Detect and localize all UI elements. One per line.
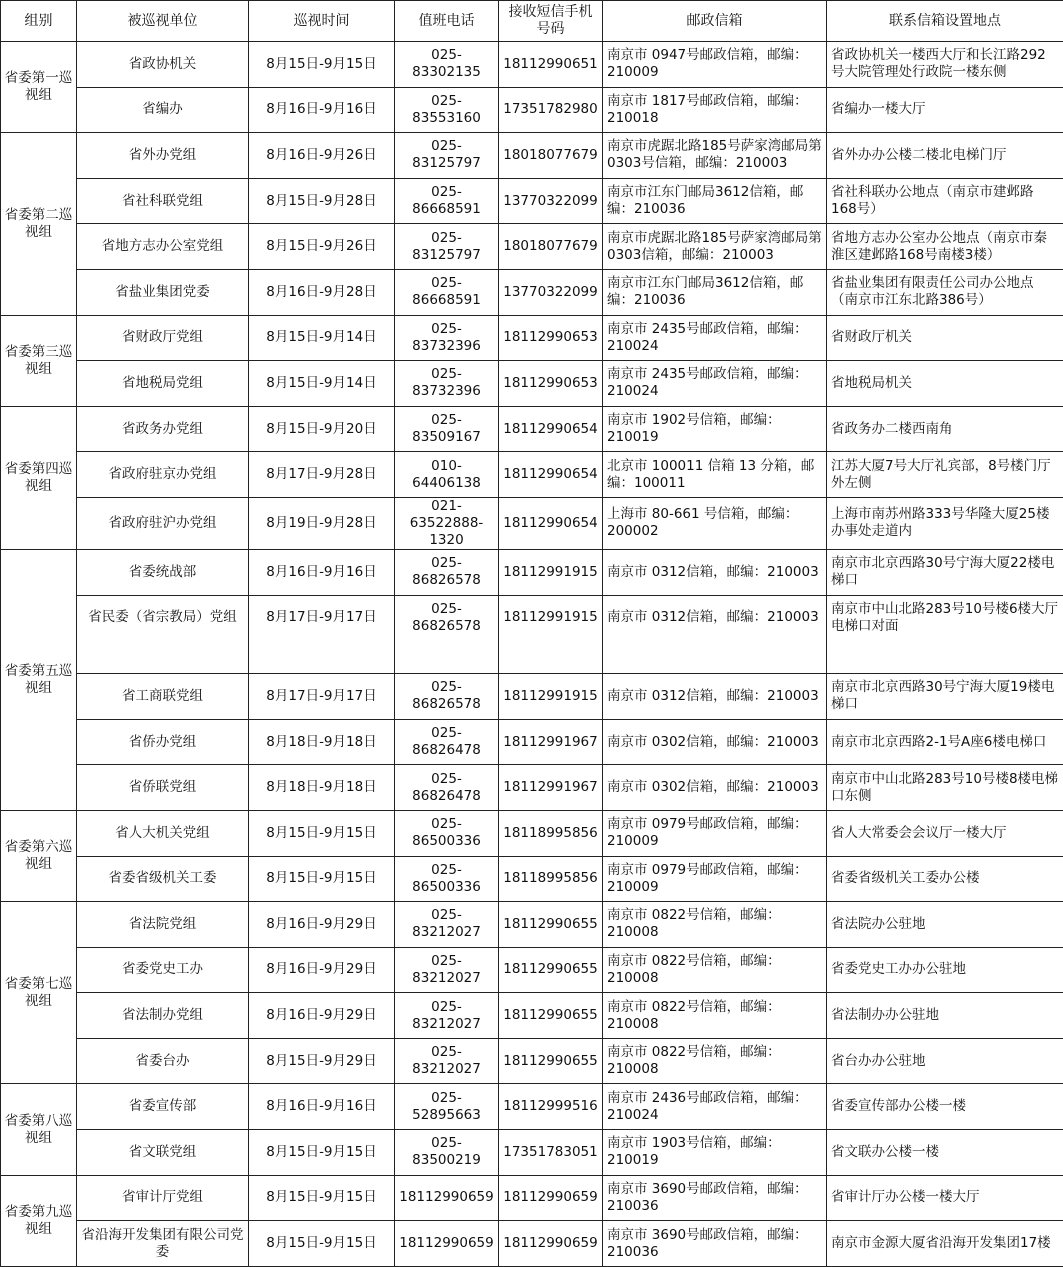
unit-cell: 省政府驻沪办党组 (77, 497, 249, 549)
group-cell: 省委第一巡视组 (1, 42, 77, 133)
table-row (1, 406, 1063, 452)
mobile-cell: 18112990655 (499, 993, 603, 1039)
mailbox-cell: 南京市 0822号信箱，邮编：210008 (603, 993, 827, 1039)
blank-cell (395, 640, 499, 674)
mobile-cell: 13770322099 (499, 269, 603, 315)
unit-cell: 省政协机关 (77, 42, 249, 88)
group-cell: 省委第九巡视组 (1, 1175, 77, 1266)
unit-cell: 省委宣传部 (77, 1084, 249, 1130)
table-row (1, 674, 1063, 720)
table-row (1, 595, 1063, 640)
time-cell: 8月15日-9月14日 (249, 361, 395, 407)
unit-cell: 省审计厅党组 (77, 1175, 249, 1221)
unit-cell: 省法制办党组 (77, 993, 249, 1039)
group-cell: 省委第四巡视组 (1, 406, 77, 549)
mobile-cell: 18112990654 (499, 497, 603, 549)
time-cell: 8月15日-9月15日 (249, 1221, 395, 1267)
phone-cell: 021-63522888-1320 (395, 497, 499, 549)
time-cell: 8月16日-9月29日 (249, 993, 395, 1039)
mailbox-cell: 南京市 3690号邮政信箱，邮编：210036 (603, 1175, 827, 1221)
location-cell: 省人大常委会会议厅一楼大厅 (827, 810, 1063, 856)
table-row (1, 178, 1063, 224)
table-row (1, 497, 1063, 549)
mailbox-cell: 南京市 0822号信箱，邮编：210008 (603, 902, 827, 948)
phone-cell: 025-83125797 (395, 133, 499, 179)
table-row (1, 1130, 1063, 1176)
mobile-cell: 18112990654 (499, 406, 603, 452)
mailbox-cell: 南京市江东门邮局3612信箱，邮编：210036 (603, 178, 827, 224)
header-mailbox: 邮政信箱 (603, 1, 827, 42)
time-cell: 8月16日-9月16日 (249, 1084, 395, 1130)
mailbox-cell: 南京市 0979号邮政信箱，邮编：210009 (603, 810, 827, 856)
location-cell: 省编办一楼大厅 (827, 87, 1063, 133)
mobile-cell: 18112990653 (499, 315, 603, 361)
mailbox-cell: 南京市 1902号信箱，邮编：210019 (603, 406, 827, 452)
group-cell: 省委第三巡视组 (1, 315, 77, 406)
mobile-cell: 18018077679 (499, 224, 603, 270)
mailbox-cell: 南京市虎踞北路185号萨家湾邮局第0303号信箱，邮编：210003 (603, 133, 827, 179)
mobile-cell: 18112990655 (499, 947, 603, 993)
table-row (1, 810, 1063, 856)
phone-cell: 18112990659 (395, 1175, 499, 1221)
phone-cell: 025-83732396 (395, 361, 499, 407)
location-cell: 省台办办公驻地 (827, 1038, 1063, 1084)
time-cell: 8月17日-9月17日 (249, 595, 395, 640)
time-cell: 8月15日-9月14日 (249, 315, 395, 361)
mobile-cell: 18112990651 (499, 42, 603, 88)
location-cell: 南京市中山北路283号10号楼8楼电梯口东侧 (827, 765, 1063, 811)
unit-cell: 省委党史工办 (77, 947, 249, 993)
location-cell: 省法制办办公驻地 (827, 993, 1063, 1039)
unit-cell: 省工商联党组 (77, 674, 249, 720)
table-row (1, 947, 1063, 993)
blank-cell (77, 640, 249, 674)
mailbox-cell: 南京市 2435号邮政信箱，邮编：210024 (603, 361, 827, 407)
unit-cell: 省盐业集团党委 (77, 269, 249, 315)
location-cell: 上海市南苏州路333号华隆大厦25楼办事处走道内 (827, 497, 1063, 549)
location-cell: 省财政厅机关 (827, 315, 1063, 361)
unit-cell: 省外办党组 (77, 133, 249, 179)
time-cell: 8月17日-9月17日 (249, 674, 395, 720)
mailbox-cell: 南京市 0302信箱，邮编：210003 (603, 719, 827, 765)
mobile-cell: 18112991915 (499, 549, 603, 595)
table-row (1, 269, 1063, 315)
phone-cell: 025-86668591 (395, 178, 499, 224)
mailbox-cell: 南京市 0302信箱，邮编：210003 (603, 765, 827, 811)
time-cell: 8月16日-9月16日 (249, 87, 395, 133)
mailbox-cell: 上海市 80-661 号信箱，邮编：200002 (603, 497, 827, 549)
group-cell: 省委第五巡视组 (1, 549, 77, 810)
time-cell: 8月15日-9月29日 (249, 1038, 395, 1084)
mobile-cell: 18118995856 (499, 856, 603, 902)
table-row (1, 87, 1063, 133)
unit-cell: 省编办 (77, 87, 249, 133)
table-row (1, 1038, 1063, 1084)
location-cell: 省社科联办公地点（南京市建邺路168号） (827, 178, 1063, 224)
phone-cell: 025-86826478 (395, 765, 499, 811)
time-cell: 8月15日-9月15日 (249, 1175, 395, 1221)
time-cell: 8月16日-9月28日 (249, 269, 395, 315)
location-cell: 省政务办二楼西南角 (827, 406, 1063, 452)
mobile-cell: 18112999516 (499, 1084, 603, 1130)
blank-cell (249, 640, 395, 674)
header-time: 巡视时间 (249, 1, 395, 42)
mailbox-cell: 南京市 2436号邮政信箱，邮编：210024 (603, 1084, 827, 1130)
location-cell: 省法院办公驻地 (827, 902, 1063, 948)
mailbox-cell: 南京市 0979号邮政信箱，邮编：210009 (603, 856, 827, 902)
time-cell: 8月15日-9月15日 (249, 42, 395, 88)
phone-cell: 025-83212027 (395, 1038, 499, 1084)
phone-cell: 025-86826578 (395, 549, 499, 595)
phone-cell: 025-86826478 (395, 719, 499, 765)
unit-cell: 省地税局党组 (77, 361, 249, 407)
time-cell: 8月17日-9月28日 (249, 452, 395, 498)
location-cell: 南京市北京西路30号宁海大厦19楼电梯口 (827, 674, 1063, 720)
mailbox-cell: 南京市 3690号邮政信箱，邮编：210036 (603, 1221, 827, 1267)
time-cell: 8月18日-9月18日 (249, 765, 395, 811)
location-cell: 省委省级机关工委办公楼 (827, 856, 1063, 902)
mobile-cell: 18018077679 (499, 133, 603, 179)
time-cell: 8月19日-9月28日 (249, 497, 395, 549)
time-cell: 8月15日-9月28日 (249, 178, 395, 224)
time-cell: 8月16日-9月29日 (249, 947, 395, 993)
location-cell: 省地税局机关 (827, 361, 1063, 407)
location-cell: 省盐业集团有限责任公司办公地点（南京市江东北路386号） (827, 269, 1063, 315)
time-cell: 8月16日-9月26日 (249, 133, 395, 179)
unit-cell: 省社科联党组 (77, 178, 249, 224)
location-cell: 省文联办公楼一楼 (827, 1130, 1063, 1176)
time-cell: 8月15日-9月20日 (249, 406, 395, 452)
location-cell: 南京市金源大厦省沿海开发集团17楼 (827, 1221, 1063, 1267)
phone-cell: 025-83302135 (395, 42, 499, 88)
mobile-cell: 18112991915 (499, 595, 603, 640)
location-cell: 省地方志办公室办公地点（南京市秦淮区建邺路168号南楼3楼） (827, 224, 1063, 270)
table-row (1, 224, 1063, 270)
blank-cell (603, 640, 827, 674)
mobile-cell: 18112991967 (499, 765, 603, 811)
group-cell: 省委第七巡视组 (1, 902, 77, 1084)
mailbox-cell: 南京市 0822号信箱，邮编：210008 (603, 1038, 827, 1084)
location-cell: 南京市中山北路283号10号楼6楼大厅电梯口对面 (827, 595, 1063, 640)
table-row (1, 1221, 1063, 1267)
time-cell: 8月15日-9月26日 (249, 224, 395, 270)
phone-cell: 025-86500336 (395, 810, 499, 856)
unit-cell: 省政务办党组 (77, 406, 249, 452)
phone-cell: 025-83125797 (395, 224, 499, 270)
table-row (1, 1175, 1063, 1221)
mailbox-cell: 南京市 1817号邮政信箱，邮编：210018 (603, 87, 827, 133)
location-cell: 南京市北京西路30号宁海大厦22楼电梯口 (827, 549, 1063, 595)
table-row (1, 1084, 1063, 1130)
mobile-cell: 18112991915 (499, 674, 603, 720)
location-cell: 省政协机关一楼西大厅和长江路292号大院管理处行政院一楼东侧 (827, 42, 1063, 88)
unit-cell: 省侨办党组 (77, 719, 249, 765)
time-cell: 8月15日-9月15日 (249, 856, 395, 902)
phone-cell: 025-83509167 (395, 406, 499, 452)
header-unit: 被巡视单位 (77, 1, 249, 42)
mobile-cell: 17351782980 (499, 87, 603, 133)
phone-cell: 010-64406138 (395, 452, 499, 498)
location-cell: 江苏大厦7号大厅礼宾部，8号楼门厅外左侧 (827, 452, 1063, 498)
unit-cell: 省文联党组 (77, 1130, 249, 1176)
unit-cell: 省委台办 (77, 1038, 249, 1084)
phone-cell: 025-86826578 (395, 674, 499, 720)
unit-cell: 省侨联党组 (77, 765, 249, 811)
mailbox-cell: 南京市 0312信箱，邮编：210003 (603, 674, 827, 720)
table-row (1, 42, 1063, 88)
table-row (1, 133, 1063, 179)
blank-row (1, 640, 1063, 674)
mobile-cell: 18112990654 (499, 452, 603, 498)
table-row (1, 765, 1063, 811)
time-cell: 8月15日-9月15日 (249, 810, 395, 856)
table-row (1, 315, 1063, 361)
phone-cell: 025-83732396 (395, 315, 499, 361)
mobile-cell: 18118995856 (499, 810, 603, 856)
location-cell: 南京市北京西路2-1号A座6楼电梯口 (827, 719, 1063, 765)
table-row (1, 452, 1063, 498)
unit-cell: 省沿海开发集团有限公司党委 (77, 1221, 249, 1267)
header-row (1, 1, 1063, 42)
phone-cell: 025-52895663 (395, 1084, 499, 1130)
location-cell: 省审计厅办公楼一楼大厅 (827, 1175, 1063, 1221)
phone-cell: 025-86500336 (395, 856, 499, 902)
unit-cell: 省政府驻京办党组 (77, 452, 249, 498)
mailbox-cell: 南京市 0312信箱，邮编：210003 (603, 595, 827, 640)
mailbox-cell: 南京市 1903号信箱，邮编：210019 (603, 1130, 827, 1176)
phone-cell: 025-83212027 (395, 902, 499, 948)
table-row (1, 361, 1063, 407)
table-row (1, 856, 1063, 902)
unit-cell: 省民委（省宗教局）党组 (77, 595, 249, 640)
header-location: 联系信箱设置地点 (827, 1, 1063, 42)
table-row (1, 993, 1063, 1039)
header-phone: 值班电话 (395, 1, 499, 42)
header-mobile: 接收短信手机号码 (499, 1, 603, 42)
location-cell: 省委宣传部办公楼一楼 (827, 1084, 1063, 1130)
unit-cell: 省人大机关党组 (77, 810, 249, 856)
table-row (1, 902, 1063, 948)
phone-cell: 025-83500219 (395, 1130, 499, 1176)
phone-cell: 025-86826578 (395, 595, 499, 640)
mailbox-cell: 南京市 0822号信箱，邮编：210008 (603, 947, 827, 993)
mobile-cell: 17351783051 (499, 1130, 603, 1176)
mobile-cell: 13770322099 (499, 178, 603, 224)
mobile-cell: 18112990655 (499, 902, 603, 948)
mailbox-cell: 南京市虎踞北路185号萨家湾邮局第0303信箱，邮编：210003 (603, 224, 827, 270)
unit-cell: 省地方志办公室党组 (77, 224, 249, 270)
mobile-cell: 18112990659 (499, 1221, 603, 1267)
time-cell: 8月18日-9月18日 (249, 719, 395, 765)
mailbox-cell: 北京市 100011 信箱 13 分箱，邮编：100011 (603, 452, 827, 498)
unit-cell: 省财政厅党组 (77, 315, 249, 361)
unit-cell: 省委统战部 (77, 549, 249, 595)
mailbox-cell: 南京市 0947号邮政信箱，邮编：210009 (603, 42, 827, 88)
phone-cell: 025-86668591 (395, 269, 499, 315)
phone-cell: 025-83212027 (395, 993, 499, 1039)
group-cell: 省委第八巡视组 (1, 1084, 77, 1175)
time-cell: 8月15日-9月15日 (249, 1130, 395, 1176)
header-group: 组别 (1, 1, 77, 42)
phone-cell: 025-83212027 (395, 947, 499, 993)
mobile-cell: 18112990659 (499, 1175, 603, 1221)
phone-cell: 18112990659 (395, 1221, 499, 1267)
table-row (1, 549, 1063, 595)
mailbox-cell: 南京市 0312信箱，邮编：210003 (603, 549, 827, 595)
table-body (1, 42, 1063, 1267)
group-cell: 省委第六巡视组 (1, 810, 77, 901)
table-row (1, 719, 1063, 765)
mobile-cell: 18112991967 (499, 719, 603, 765)
time-cell: 8月16日-9月16日 (249, 549, 395, 595)
location-cell: 省外办办公楼二楼北电梯门厅 (827, 133, 1063, 179)
unit-cell: 省法院党组 (77, 902, 249, 948)
location-cell: 省委党史工办办公驻地 (827, 947, 1063, 993)
phone-cell: 025-83553160 (395, 87, 499, 133)
blank-cell (827, 640, 1063, 674)
mailbox-cell: 南京市江东门邮局3612信箱，邮编：210036 (603, 269, 827, 315)
unit-cell: 省委省级机关工委 (77, 856, 249, 902)
blank-cell (499, 640, 603, 674)
group-cell: 省委第二巡视组 (1, 133, 77, 315)
mobile-cell: 18112990655 (499, 1038, 603, 1084)
time-cell: 8月16日-9月29日 (249, 902, 395, 948)
mobile-cell: 18112990653 (499, 361, 603, 407)
mailbox-cell: 南京市 2435号邮政信箱，邮编：210024 (603, 315, 827, 361)
